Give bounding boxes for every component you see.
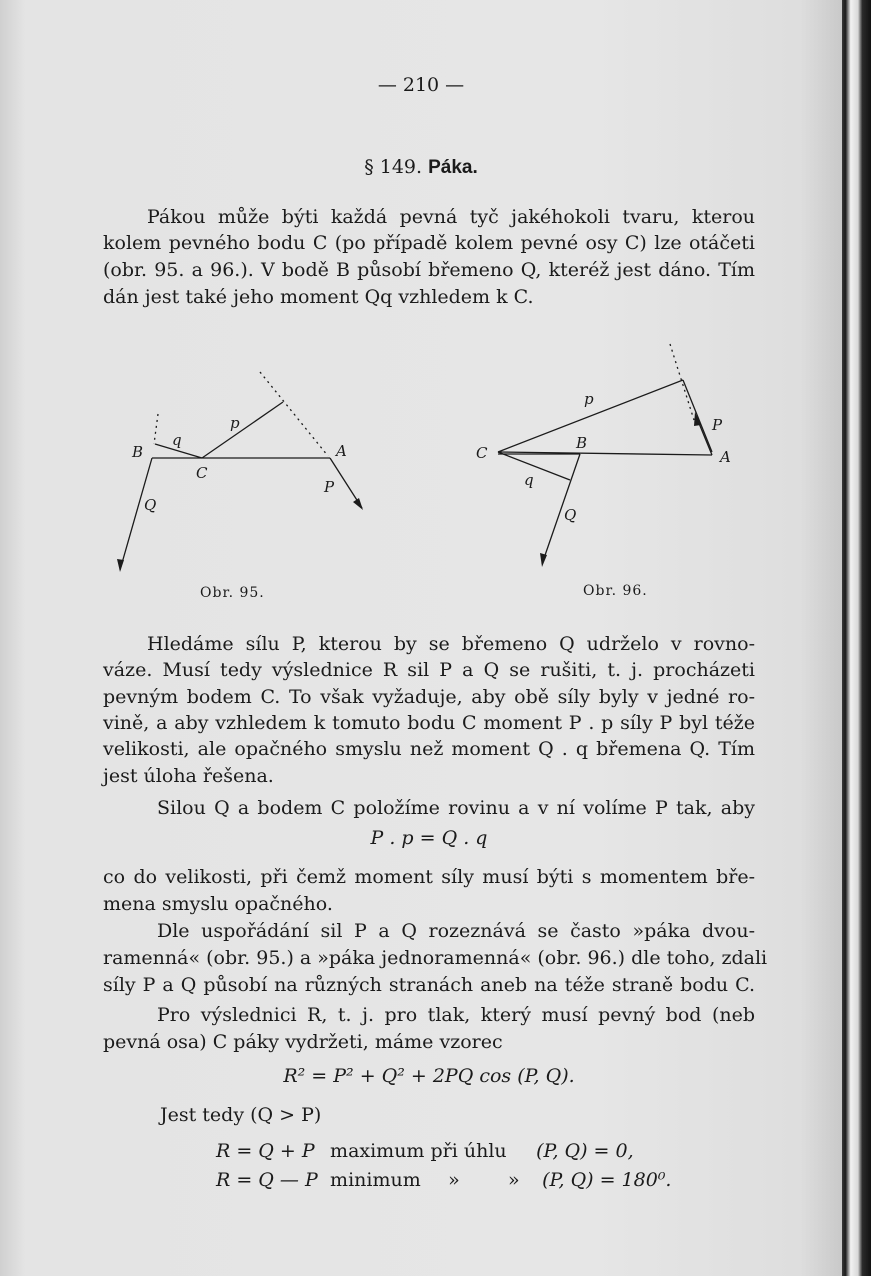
section-heading [0,156,842,179]
fig95-label-p: p [230,414,240,432]
section-title: Páka. [428,157,478,178]
result-expr-min: R = Q — P [216,1169,318,1191]
lever-lower [498,452,570,480]
intro-line-3: (obr. 95. a 96.). V bodě B působí břemeno Q, kteréž jest dáno. Tím [103,259,755,281]
fig95-label-A: A [336,442,347,460]
fig95-label-q: q [172,431,182,449]
para1-line-1: Hledáme sílu P, kterou by se břemeno Q udrželo v rovno- [147,633,755,655]
para1-line-3: pevným bodem C. To však vyžaduje, aby obě síly byly v jedné ro- [103,686,755,708]
figure-95 [100,360,380,590]
force-Q-arrow [120,458,152,570]
force-Q-arrowhead [540,553,547,567]
para1-line-4: vině, a aby vzhledem k tomuto bodu C moment P . p síly P byl téže [103,712,755,734]
fig96-label-A: A [720,448,731,466]
results-row-2 [216,1167,756,1193]
para1-line-2: váze. Musí tedy výslednice R sil P a Q se rušiti, t. j. procházeti [103,659,755,681]
result-label-min: minimum [330,1169,421,1191]
fig96-label-q: q [524,471,534,489]
page-number: — 210 — [377,74,465,96]
arm-A [683,380,712,452]
results-row-1 [216,1138,756,1164]
condition-line: Jest tedy (Q > P) [160,1104,322,1126]
equation-resultant: R² = P² + Q² + 2PQ cos (P, Q). [283,1065,575,1087]
fig96-label-P: P [712,416,723,434]
arm-p [202,402,283,458]
result-angle-max: (P, Q) = 0, [536,1140,634,1162]
fig96-label-p: p [584,390,594,408]
intro-line-2: kolem pevného bodu C (po případě kolem pevné osy C) lze otáčeti [103,232,755,254]
para3-line-1: co do velikosti, při čemž moment síly musí býti s momentem bře- [103,866,755,888]
fig95-label-B: B [132,443,144,461]
fig95-label-C: C [196,464,208,482]
fig96-label-C: C [476,444,488,462]
page-edge-binding [842,0,871,1276]
para4-line-3: síly P a Q působí na různých stranách aneb na téže straně bodu C. [103,974,755,996]
result-expr-max: R = Q + P [216,1140,315,1162]
para4-line-1: Dle uspořádání sil P a Q rozeznává se často »páka dvou- [157,920,755,942]
fig96-label-Q: Q [564,506,577,524]
para1-line-5: velikosti, ale opačného smyslu než moment Q . q břemena Q. Tím [103,738,755,760]
section-number: § 149. [364,156,423,178]
para3-line-2: mena smyslu opačného. [103,893,333,915]
force-Q-arrowhead [117,559,124,572]
force-P-arrowhead [694,412,701,426]
result-label-max: maximum při úhlu [330,1140,507,1162]
perp-q-dashed [154,414,158,444]
para5-line-2: pevná osa) C páky vydržeti, máme vzorec [103,1031,503,1053]
perp-p-dashed [260,372,328,456]
para4-line-2: ramenná« (obr. 95.) a »páka jednoramenná« (obr. 96.) dle toho, zdali [103,947,768,969]
equation-moments: P . p = Q . q [370,827,488,849]
figure-95-caption: Obr. 95. [200,585,265,601]
perp-p-dashed [670,344,694,420]
para1-line-6: jest úloha řešena. [103,765,274,787]
fig95-label-P: P [324,478,335,496]
intro-line-4: dán jest také jeho moment Qq vzhledem k C. [103,286,534,308]
para2-line-1: Silou Q a bodem C položíme rovinu a v ní volíme P tak, aby [157,797,755,819]
force-P-arrowhead [353,498,363,510]
fig95-label-Q: Q [144,496,157,514]
result-angle-min: (P, Q) = 180⁰. [542,1169,672,1191]
figure-96 [470,340,750,580]
result-ditto-min: » » [448,1169,520,1191]
para5-line-1: Pro výslednici R, t. j. pro tlak, který musí pevný bod (neb [157,1004,755,1026]
fig96-label-B: B [576,434,588,452]
intro-line-1: Pákou může býti každá pevná tyč jakéhokoli tvaru, kterou [147,206,755,228]
figure-96-caption: Obr. 96. [583,583,648,599]
